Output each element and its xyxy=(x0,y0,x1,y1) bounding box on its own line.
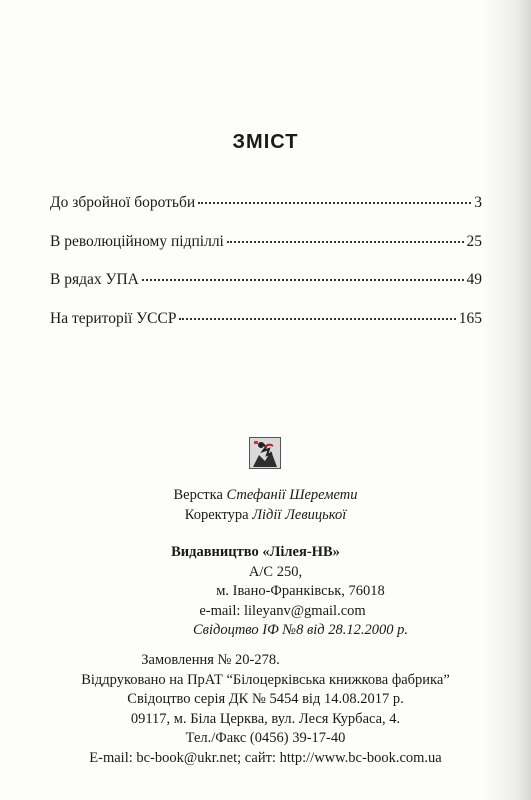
toc-entry-label: До збройної боротьби xyxy=(50,194,196,211)
toc-entry-label: На території УССР xyxy=(50,309,177,327)
toc-entry-label: В рядах УПА xyxy=(50,271,139,288)
toc-entry-page: 3 xyxy=(474,194,482,211)
toc-leader-dots xyxy=(198,200,471,204)
credits-block xyxy=(0,486,531,525)
printer-phone: Тел./Факс (0456) 39-17-40 xyxy=(185,730,346,746)
toc-entry[interactable] xyxy=(50,233,482,272)
publisher-logo-icon xyxy=(249,437,281,469)
toc-entry[interactable] xyxy=(50,194,482,233)
publisher-block xyxy=(0,543,531,641)
publisher-po-box: А/С 250, xyxy=(248,563,303,580)
toc-entry-page: 165 xyxy=(458,309,482,327)
proofreading-credit-label: Коректура xyxy=(184,506,249,523)
publisher-city: м. Івано-Франківськ, 76018 xyxy=(216,583,385,599)
toc-entry[interactable] xyxy=(50,310,482,349)
toc-entry[interactable] xyxy=(50,271,482,310)
toc-entry-label: В революційному підпіллі xyxy=(50,232,224,250)
layout-credit xyxy=(0,486,531,506)
printing-block xyxy=(0,651,531,768)
printer-contacts: E-mail: bc-book@ukr.net; сайт: http://www.bc-book.com.ua xyxy=(89,749,442,766)
printed-by: Віддруковано на ПрАТ “Білоцерківська книжкова фабрика” xyxy=(81,671,450,688)
publisher-name: Видавництво «Лілея-НВ» xyxy=(171,544,340,560)
publisher-email: e-mail: lileyanv@gmail.com xyxy=(199,602,366,619)
printer-certificate: Свідоцтво серія ДК № 5454 від 14.08.2017 р. xyxy=(127,691,404,707)
layout-credit-label: Верстка xyxy=(173,487,223,503)
contents-title: ЗМІСТ xyxy=(232,131,299,153)
toc-entry-page: 25 xyxy=(466,232,482,250)
proofreading-credit-name: Лідії Левицької xyxy=(252,506,347,523)
order-number: Замовлення № 20-278. xyxy=(141,652,280,668)
toc-entry-page: 49 xyxy=(466,271,482,288)
toc-leader-dots xyxy=(227,239,464,243)
printer-address: 09117, м. Біла Церква, вул. Леся Курбаса, 4. xyxy=(130,710,401,727)
table-of-contents xyxy=(50,194,482,348)
publisher-certificate: Свідоцтво ІФ №8 від 28.12.2000 р. xyxy=(193,622,408,638)
toc-leader-dots xyxy=(142,277,464,281)
toc-leader-dots xyxy=(179,316,455,320)
proofreading-credit xyxy=(0,506,531,526)
layout-credit-name: Стефанії Шеремети xyxy=(226,487,358,503)
